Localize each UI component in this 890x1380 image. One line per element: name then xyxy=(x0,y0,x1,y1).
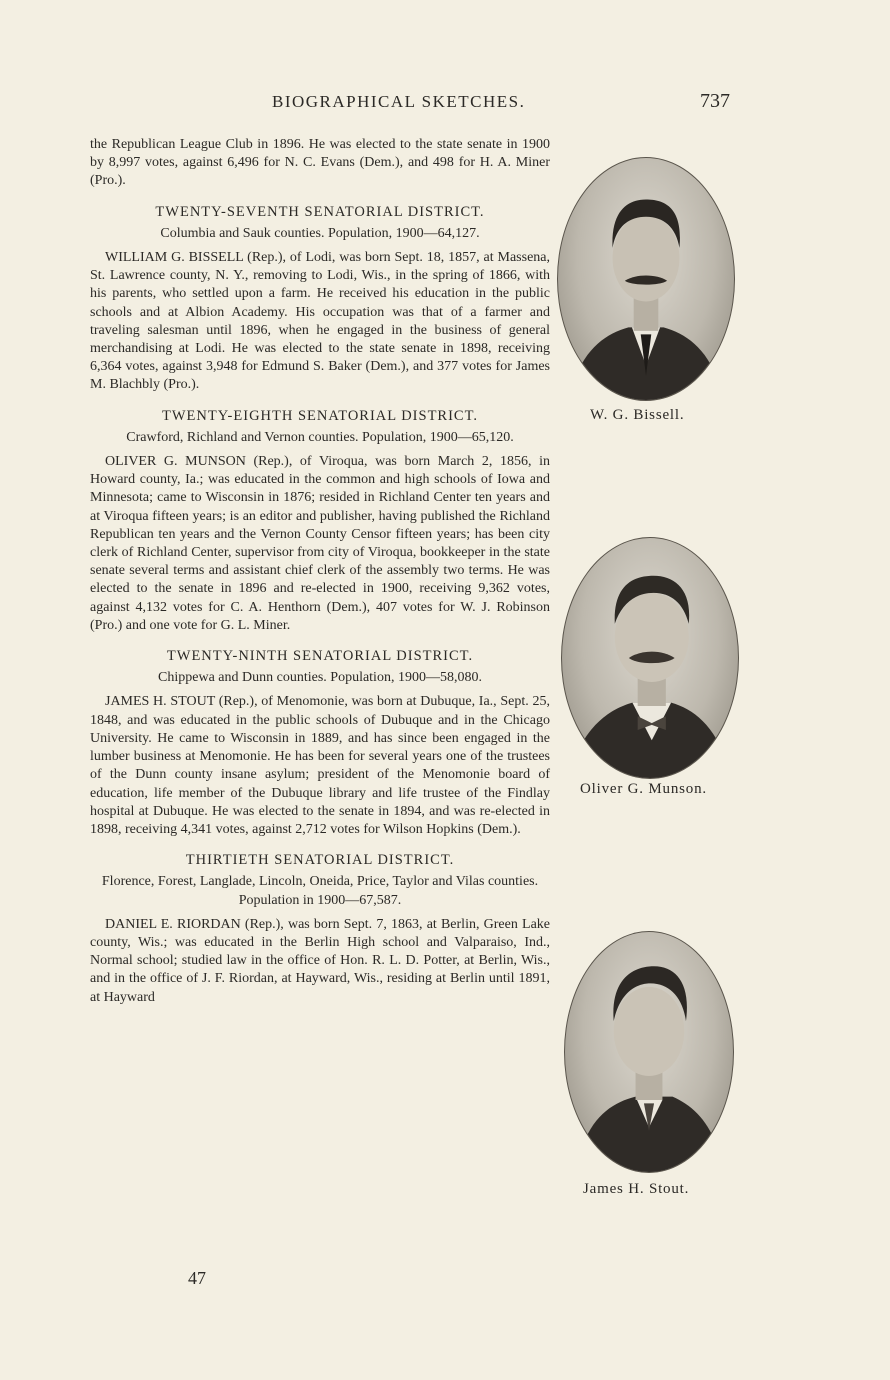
section-counties-30: Florence, Forest, Langlade, Lincoln, Oneida, Price, Taylor and Vilas counties. Population in 1900—67,587. xyxy=(101,874,539,908)
portrait-stout-image xyxy=(565,932,733,1172)
caption-munson: Oliver G. Munson. xyxy=(580,781,707,797)
section-heading-28: TWENTY-EIGHTH SENATORIAL DISTRICT. xyxy=(161,407,479,424)
caption-stout: James H. Stout. xyxy=(583,1181,690,1197)
section-counties-28: Crawford, Richland and Vernon counties. Population, 1900—65,120. xyxy=(126,429,514,445)
section-heading-30: THIRTIETH SENATORIAL DISTRICT. xyxy=(185,852,455,869)
biography-bissell: WILLIAM G. BISSELL (Rep.), of Lodi, was born Sept. 18, 1857, at Massena, St. Lawrence county, N. Y., removing to Lodi, Wis., in the spring of 1866, with his parents, who settled upon a farm. He received his education in the public schools and at Albion Academy. His occupation was that of a farmer and traveling salesman until 1896, when he engaged in the business of general merchandising at Lodi. He was elected to the state senate in 1898, receiving 6,364 votes, against 3,948 for Edmund S. Baker (Dem.), and 377 votes for James M. Blachbly (Pro.). xyxy=(90,250,550,393)
biography-munson: OLIVER G. MUNSON (Rep.), of Viroqua, was born March 2, 1856, in Howard county, Ia.; was educated in the common and high schools of Iowa and Minnesota; came to Wisconsin in 1876; resided in Richland Center ten years and at Viroqua fifteen years; is an editor and publisher, having published the Richland Republican ten years and the Vernon County Censor fifteen years; has been city clerk of Richland Center, supervisor from city of Viroqua, bookkeeper in the state senate several terms and assistant chief clerk of the assembly two terms. He was elected to the senate in 1896 and re-elected in 1900, receiving 9,362 votes, against 4,132 votes for C. A. Henthorn (Dem.), 407 votes for W. J. Robinson (Pro.) and one vote for G. L. Miner. xyxy=(90,454,550,633)
intro-paragraph: the Republican League Club in 1896. He was elected to the state senate in 1900 by 8,997 votes, against 6,496 for N. C. Evans (Dem.), and 498 for H. A. Miner (Pro.). xyxy=(90,137,550,189)
portrait-bissell xyxy=(557,157,735,401)
section-heading-27: TWENTY-SEVENTH SENATORIAL DISTRICT. xyxy=(155,203,485,220)
biography-riordan: DANIEL E. RIORDAN (Rep.), was born Sept. 7, 1863, at Berlin, Green Lake county, Wis.; was educated in the Berlin High school and Valparaiso, Ind., Normal school; studied law in the office of Hon. R. L. D. Potter, at Berlin, Wis., and in the office of J. F. Riordan, at Hayward, Wis., residing at Berlin until 1891, at Hayward xyxy=(90,916,550,1005)
section-counties-27: Columbia and Sauk counties. Population, 1900—64,127. xyxy=(160,225,480,241)
portrait-stout xyxy=(564,931,734,1173)
portrait-munson xyxy=(561,537,739,779)
page-number: 737 xyxy=(700,90,730,112)
caption-bissell: W. G. Bissell. xyxy=(590,407,685,423)
portrait-munson-image xyxy=(562,538,738,778)
text-column xyxy=(90,136,550,1007)
section-counties-29: Chippewa and Dunn counties. Population, 1900—58,080. xyxy=(158,670,482,686)
running-head: BIOGRAPHICAL SKETCHES. xyxy=(272,92,526,111)
signature-mark: 47 xyxy=(188,1268,206,1288)
portrait-bissell-image xyxy=(558,158,734,400)
biography-stout: JAMES H. STOUT (Rep.), of Menomonie, was born at Dubuque, Ia., Sept. 25, 1848, and was educated in the public schools of Dubuque and in the Chicago University. He came to Wisconsin in 1889, and has since been engaged in the lumber business at Menomonie. He has been for several years one of the trustees of the Dunn county insane asylum; president of the Menomonie board of education, life member of the Dubuque library and life trustee of the Findlay hospital at Dubuque. He was elected to the senate in 1894, and was re-elected in 1898, receiving 4,341 votes, against 2,712 votes for Wilson Hopkins (Dem.). xyxy=(90,694,550,837)
section-heading-29: TWENTY-NINTH SENATORIAL DISTRICT. xyxy=(166,648,474,665)
